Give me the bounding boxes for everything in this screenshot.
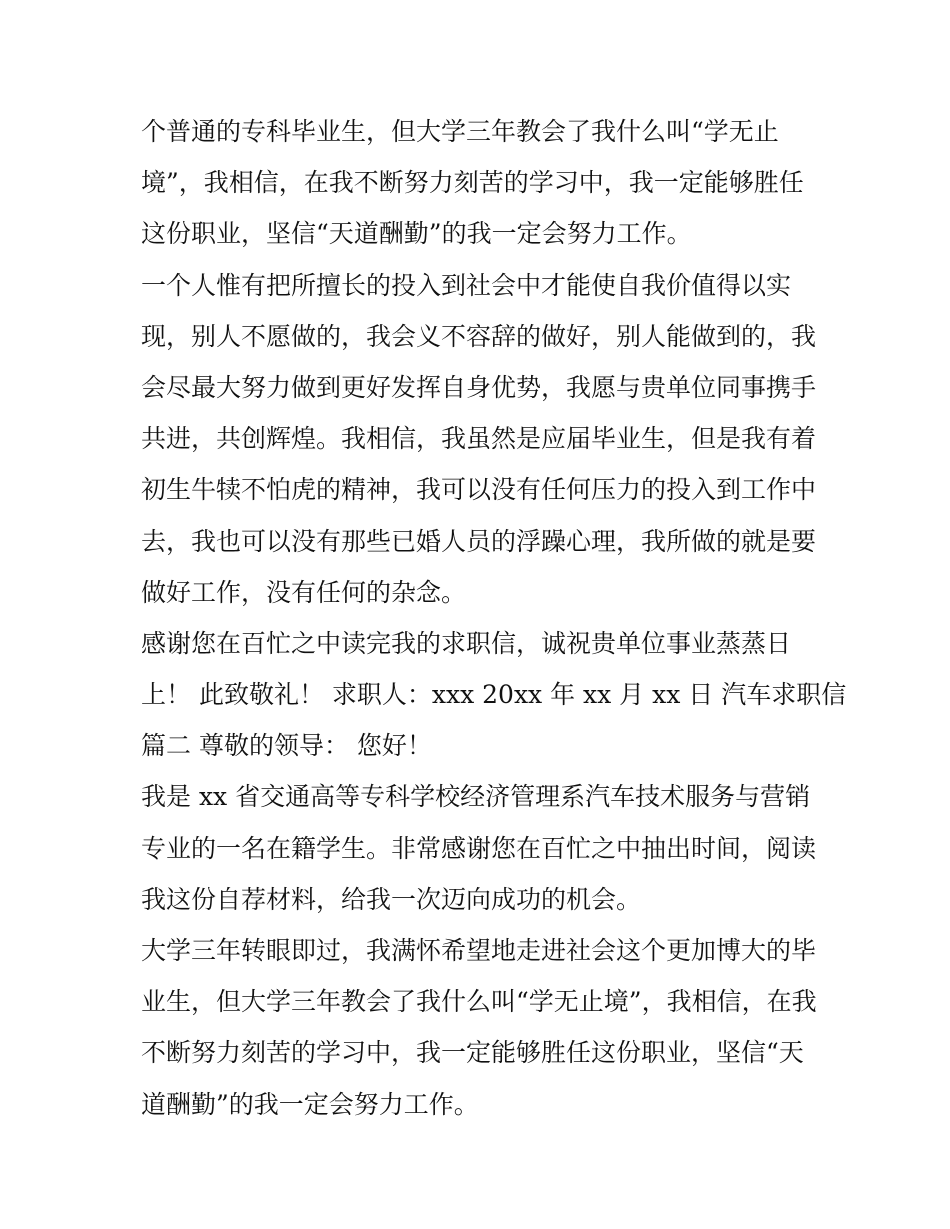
text-line: 一个人惟有把所擅长的投入到社会中才能使自我价值得以实: [141, 270, 792, 300]
text-line: 上！ 此致敬礼！ 求职人：xxx 20xx 年 xx 月 xx 日 汽车求职信: [141, 680, 847, 710]
text-line: 篇二 尊敬的领导： 您好！: [141, 731, 432, 761]
text-line: 业生，但大学三年教会了我什么叫“学无止境”，我相信，在我: [141, 987, 817, 1017]
text-line: 大学三年转眼即过，我满怀希望地走进社会这个更加博大的毕: [141, 936, 817, 965]
text-line: 初生牛犊不怕虎的精神，我可以没有任何压力的投入到工作中: [141, 475, 817, 505]
text-line: 不断努力刻苦的学习中，我一定能够胜任这份职业，坚信“天: [141, 1038, 804, 1068]
text-line: 境”，我相信，在我不断努力刻苦的学习中，我一定能够胜任: [141, 168, 804, 198]
text-line: 做好工作，没有任何的杂念。: [141, 577, 467, 607]
text-line: 会尽最大努力做到更好发挥自身优势，我愿与贵单位同事携手: [141, 372, 817, 402]
text-line: 个普通的专科毕业生，但大学三年教会了我什么叫“学无止: [141, 117, 779, 146]
text-line: 感谢您在百忙之中读完我的求职信，诚祝贵单位事业蒸蒸日: [141, 628, 792, 658]
text-line: 我是 xx 省交通高等专科学校经济管理系汽车技术服务与营销: [141, 782, 811, 812]
text-line: 专业的一名在籍学生。非常感谢您在百忙之中抽出时间，阅读: [141, 833, 817, 863]
text-line: 现，别人不愿做的，我会义不容辞的做好，别人能做到的，我: [141, 321, 817, 351]
text-line: 道酬勤”的我一定会努力工作。: [141, 1089, 479, 1119]
letter-body: [141, 106, 847, 1130]
text-line: 共进，共创辉煌。我相信，我虽然是应届毕业生，但是我有着: [141, 424, 817, 454]
text-line: 这份职业，坚信“天道酬勤”的我一定会努力工作。: [141, 219, 692, 249]
text-line: 去，我也可以没有那些已婚人员的浮躁心理，我所做的就是要: [141, 526, 817, 556]
text-line: 我这份自荐材料，给我一次迈向成功的机会。: [141, 884, 642, 914]
